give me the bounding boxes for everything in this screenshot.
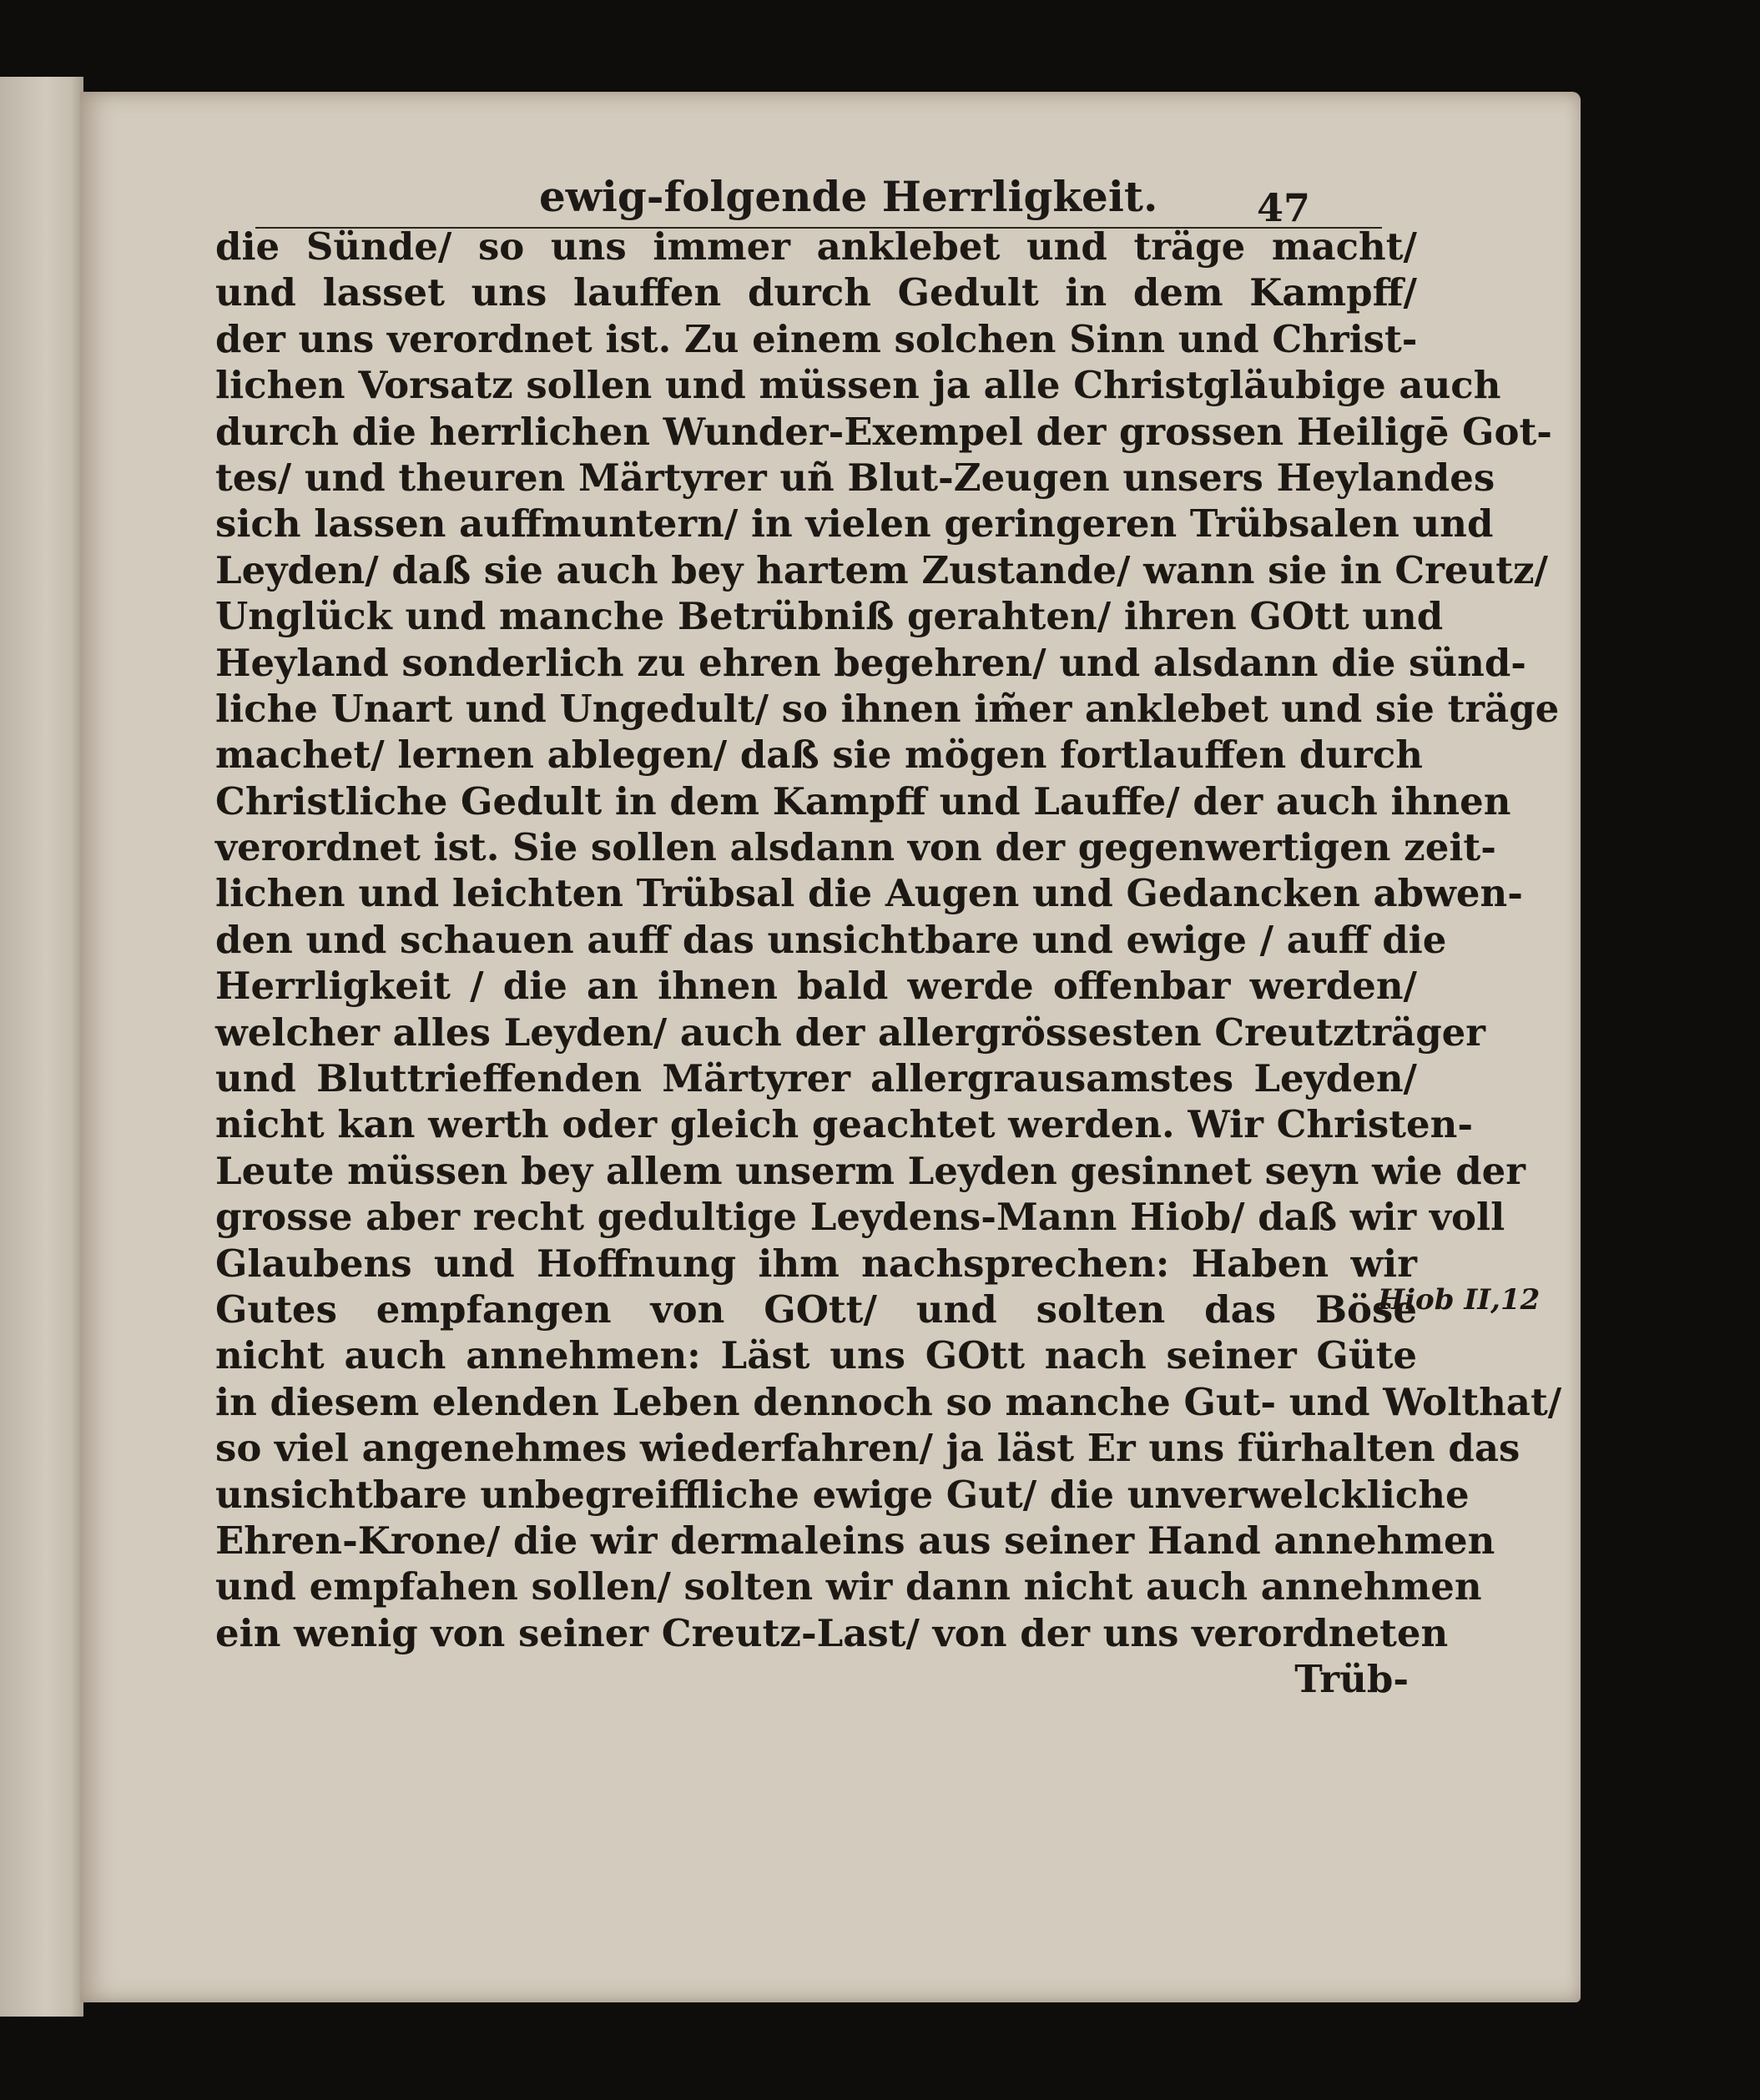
text-line: Heyland sonderlich zu ehren begehren/ und alsdann die sünd- <box>215 640 1526 685</box>
text-line: verordnet ist. Sie sollen alsdann von der gegenwertigen zeit- <box>215 825 1496 870</box>
text-line: und lasset uns lauffen durch Gedult in dem Kampff/ <box>215 270 1417 315</box>
text-line: ein wenig von seiner Creutz-Last/ von der uns verordneten <box>215 1610 1449 1655</box>
book-page <box>80 92 1581 2002</box>
running-header <box>255 169 1382 229</box>
text-line: grosse aber recht gedultige Leydens-Mann Hiob/ daß wir voll <box>215 1195 1505 1240</box>
text-line: Leyden/ daß sie auch bey hartem Zustande/ wann sie in Creutz/ <box>215 547 1548 592</box>
text-line: und empfahen sollen/ solten wir dann nicht auch annehmen <box>215 1564 1482 1609</box>
facing-page-edge <box>0 77 83 2017</box>
text-line: lichen und leichten Trübsal die Augen und Gedancken abwen- <box>215 871 1523 916</box>
catchword: Trüb- <box>1294 1657 1409 1702</box>
text-line: in diesem elenden Leben dennoch so manche Gut- und Wolthat/ <box>215 1379 1562 1424</box>
text-line: und Bluttrieffenden Märtyrer allergrausamstes Leyden/ <box>215 1056 1417 1101</box>
text-line: lichen Vorsatz sollen und müssen ja alle Christgläubige auch <box>215 363 1501 408</box>
text-line: nicht kan werth oder gleich geachtet werden. Wir Christen- <box>215 1102 1474 1147</box>
text-line: Unglück und manche Betrübniß gerahten/ ihren GOtt und <box>215 594 1444 639</box>
text-line: die Sünde/ so uns immer anklebet und träge macht/ <box>215 224 1417 269</box>
text-line: der uns verordnet ist. Zu einem solchen Sinn und Christ- <box>215 316 1418 361</box>
text-line: nicht auch annehmen: Läst uns GOtt nach seiner Güte <box>215 1333 1417 1378</box>
text-line: sich lassen auffmuntern/ in vielen geringeren Trübsalen und <box>215 501 1494 546</box>
text-line: Herrligkeit / die an ihnen bald werde offenbar werden/ <box>215 964 1417 1009</box>
page-number: 47 <box>1257 185 1311 230</box>
text-line: machet/ lernen ablegen/ daß sie mögen fortlauffen durch <box>215 733 1423 778</box>
text-line: Leute müssen bey allem unserm Leyden gesinnet seyn wie der <box>215 1148 1526 1193</box>
text-line: unsichtbare unbegreiffliche ewige Gut/ die unverwelckliche <box>215 1472 1470 1517</box>
text-line: Ehren-Krone/ die wir dermaleins aus seiner Hand annehmen <box>215 1518 1495 1563</box>
text-line: durch die herrlichen Wunder-Exempel der grossen Heiligē Got- <box>215 409 1552 454</box>
margin-note: Hiob II,12 <box>1378 1283 1541 1317</box>
text-line: tes/ und theuren Märtyrer uñ Blut-Zeugen unsers Heylandes <box>215 455 1495 500</box>
text-line: welcher alles Leyden/ auch der allergrössesten Creutzträger <box>215 1010 1486 1055</box>
text-line: Gutes empfangen von GOtt/ und solten das Böse <box>215 1287 1417 1332</box>
text-line: Christliche Gedult in dem Kampff und Lauffe/ der auch ihnen <box>215 778 1511 823</box>
text-line: so viel angenehmes wiederfahren/ ja läst Er uns fürhalten das <box>215 1426 1520 1471</box>
running-title: ewig-folgende Herrligkeit. <box>539 172 1158 221</box>
text-line: Glaubens und Hoffnung ihm nachsprechen: Haben wir <box>215 1241 1417 1286</box>
text-line: liche Unart und Ungedult/ so ihnen im̃er anklebet und sie träge <box>215 686 1560 731</box>
text-line: den und schauen auff das unsichtbare und ewige / auff die <box>215 917 1447 962</box>
